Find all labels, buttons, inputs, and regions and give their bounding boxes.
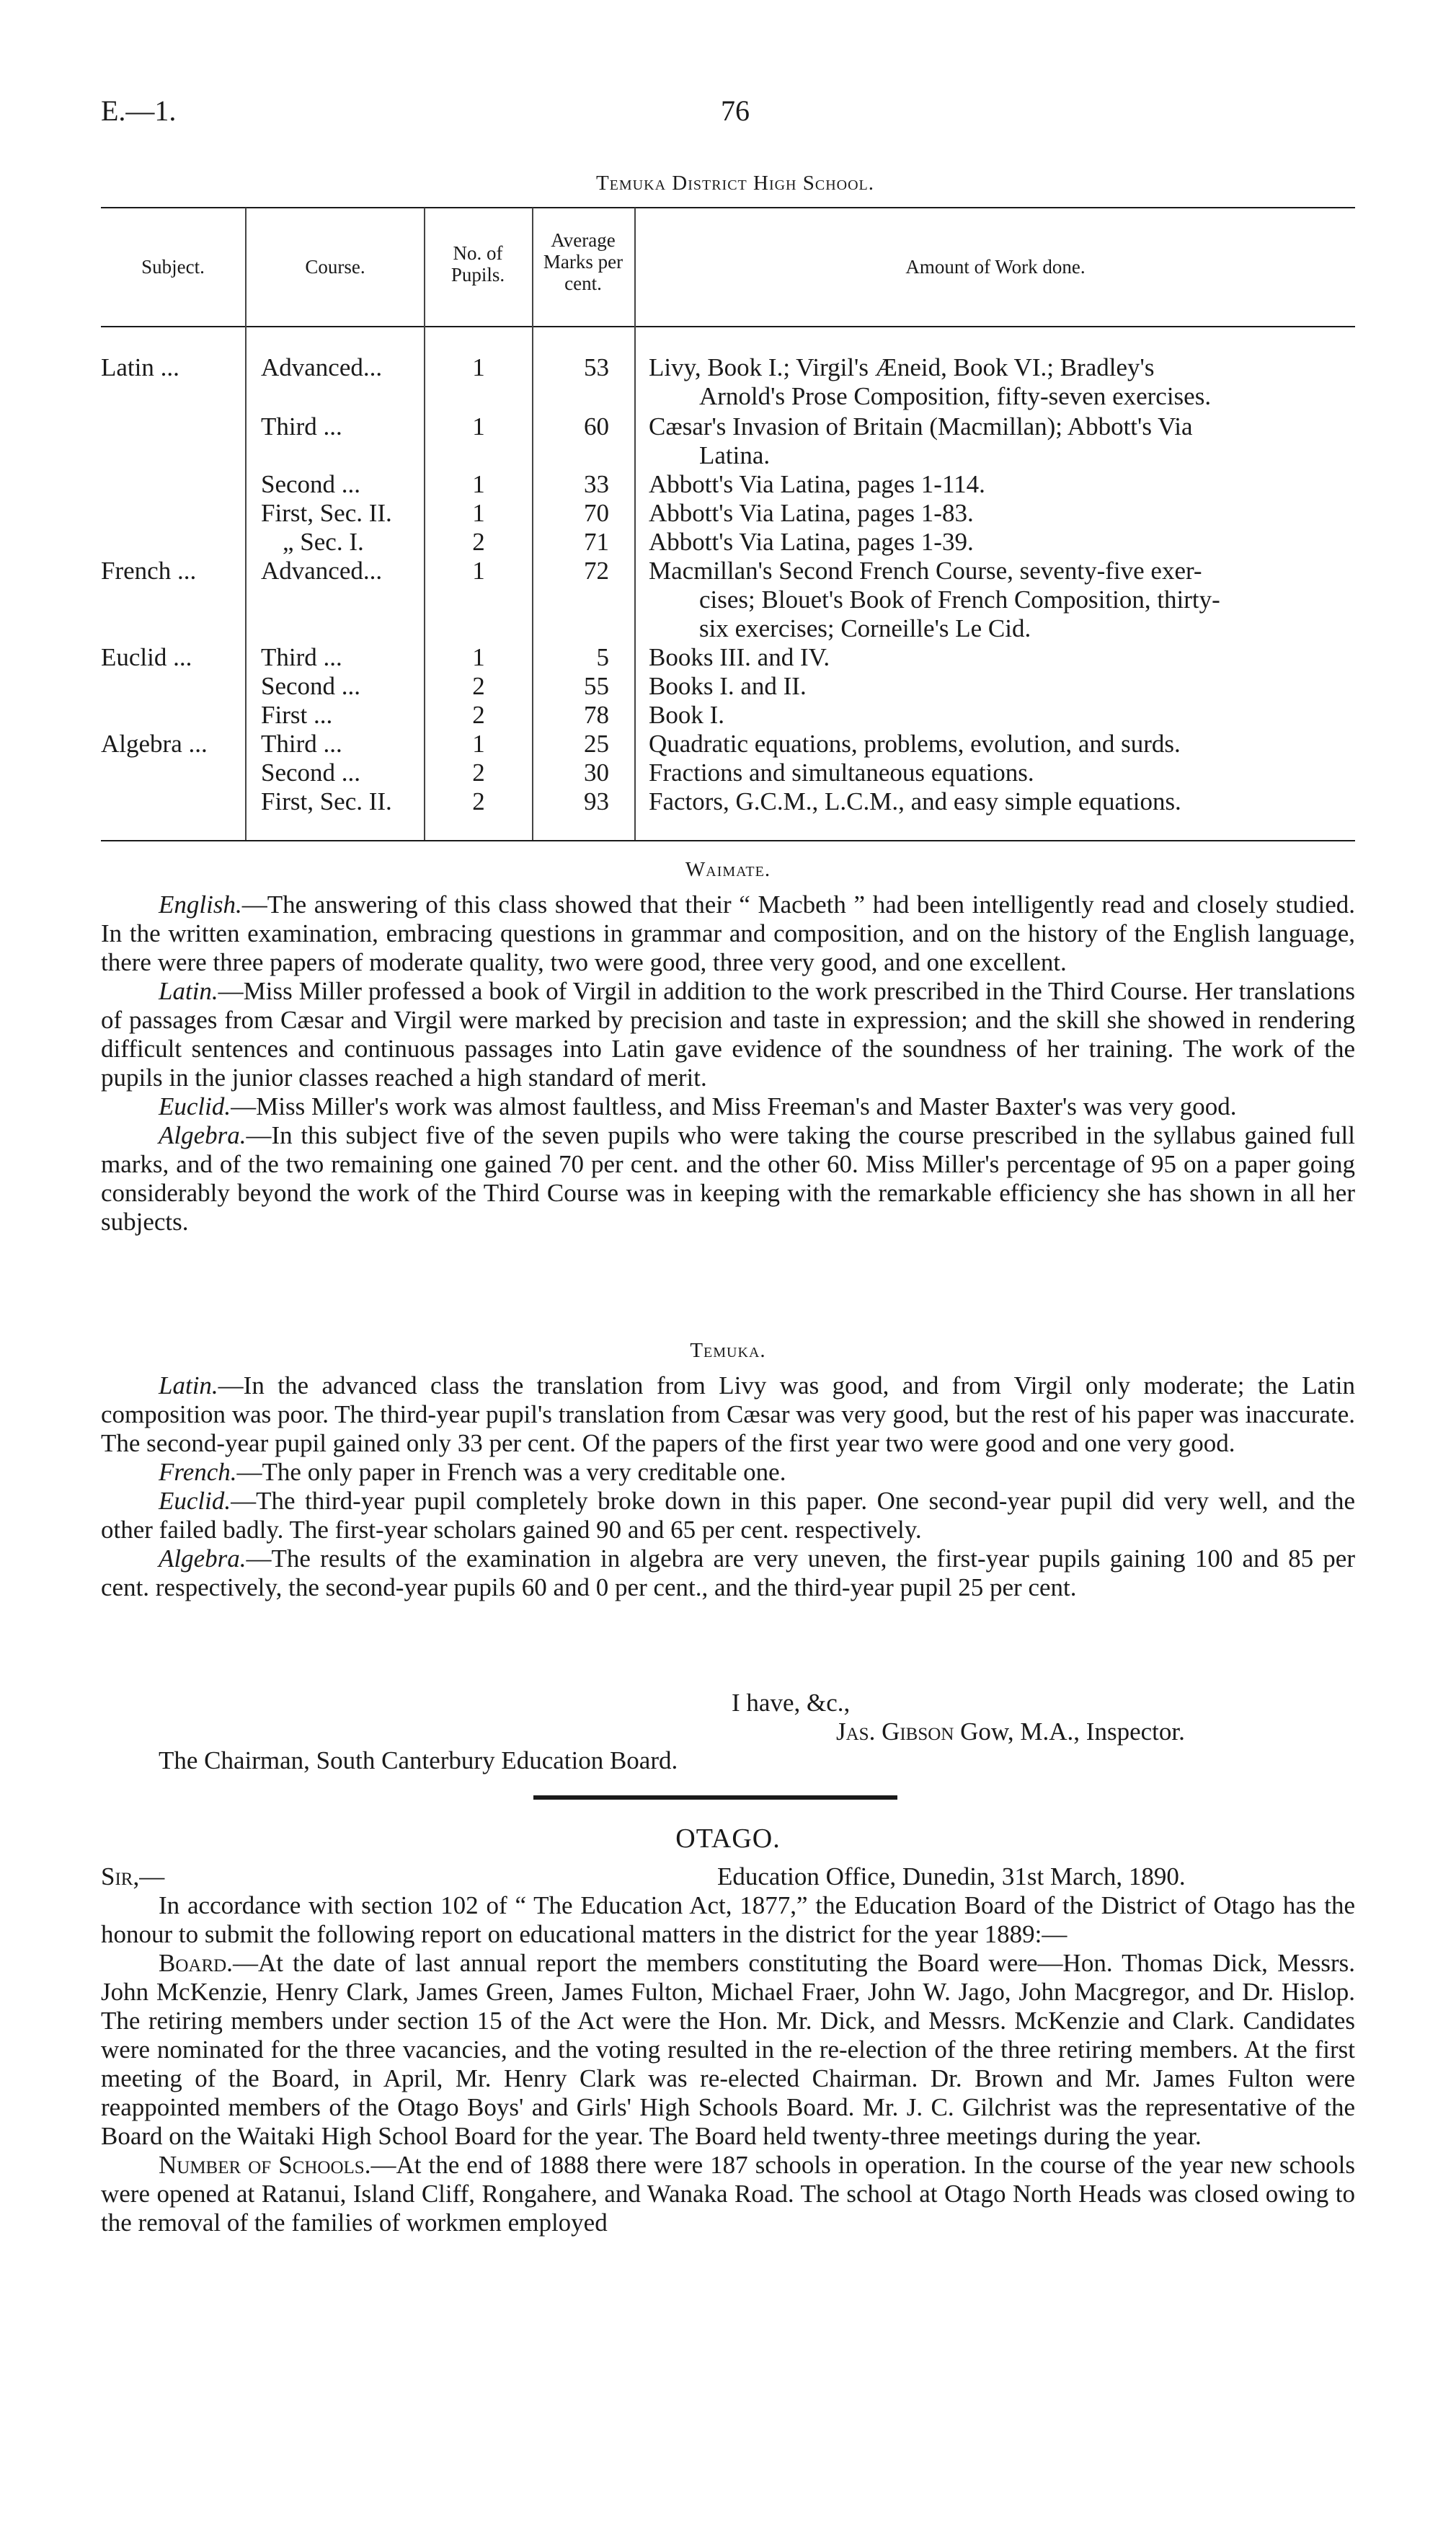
cell-marks: 55 <box>584 672 609 700</box>
work-line: Abbott's Via Latina, pages 1-39. <box>649 528 974 556</box>
cell-work <box>649 701 1315 730</box>
subject-label: Euclid. <box>159 1092 231 1120</box>
table-top-rule <box>101 207 1355 208</box>
cell-work <box>649 730 1315 759</box>
col-header-subject: Subject. <box>141 256 205 278</box>
paragraph-text: —In the advanced class the translation from Livy was good, and from Virgil only moderate; the Latin composition was poor. The third-year pupil's translation from Cæsar was very good, but the rest of his paper was inaccurate. The second-year pupil gained only 33 per cent. Of the papers of the first year two were good and one very good. <box>101 1371 1355 1457</box>
paragraph-text: —The answering of this class showed that their “ Macbeth ” had been intelligently read and closely studied. In the written examination, embracing questions in grammar and composition, and on the history of the English language, there were three papers of moderate quality, two were good, three very good, and one excellent. <box>101 890 1355 976</box>
closing: I have, &c., <box>732 1689 851 1717</box>
paragraph <box>101 1544 1355 1602</box>
cell-course: Second ... <box>261 759 361 787</box>
subject-label: Algebra. <box>159 1121 247 1149</box>
paragraph <box>101 2151 1355 2237</box>
work-line: Macmillan's Second French Course, seventy-five exer- <box>649 557 1202 585</box>
cell-work <box>649 787 1315 816</box>
paragraph-text: —At the end of 1888 there were 187 schools in operation. In the course of the year new schools were opened at Ratanui, Island Cliff, Rongahere, and Wanaka Road. The school at Otago North Heads was closed owing to the removal of the families of workmen employed <box>101 2151 1355 2237</box>
paragraph <box>101 1121 1355 1237</box>
section-label: Board. <box>159 1949 233 1977</box>
cell-subject: Latin ... <box>101 353 179 381</box>
cell-subject: Euclid ... <box>101 643 192 671</box>
salutation: Sir,— <box>101 1862 165 1891</box>
otago-body <box>101 1891 1355 2237</box>
col-header-pupils: No. of Pupils. <box>450 242 505 286</box>
paragraph <box>101 1487 1355 1544</box>
cell-pupils: 1 <box>472 643 485 671</box>
cell-pupils: 1 <box>472 353 485 381</box>
paragraph-text: —At the date of last annual report the members constituting the Board were—Hon. Thomas Dick, Messrs. John McKenzie, Henry Clark, James Green, James Fulton, Michael Fraer, John W. Jago, John Macgregor, and Dr. Hislop. The retiring members under section 15 of the Act were the Hon. Mr. Dick, and Messrs. McKenzie and Clark. Candidates were nominated for the three vacancies, and the voting resulted in the re-election of the three retiring members. At the first meeting of the Board, in April, Mr. Henry Clark was re-elected Chairman. Dr. Brown and Mr. James Fulton were reappointed members of the Otago Boys' and Girls' High Schools Board. Mr. J. C. Gilchrist was the representative of the Board on the Waitaki High School Board for the year. The Board held twenty-three meetings during the year. <box>101 1949 1355 2150</box>
work-line: six exercises; Corneille's Le Cid. <box>699 614 1031 642</box>
dateline: Education Office, Dunedin, 31st March, 1890. <box>717 1862 1186 1891</box>
work-line: Quadratic equations, problems, evolution, and surds. <box>649 730 1181 758</box>
cell-work <box>649 672 1315 701</box>
work-line: Arnold's Prose Composition, fifty-seven exercises. <box>699 382 1212 410</box>
cell-work <box>649 499 1315 528</box>
signature <box>836 1717 1185 1746</box>
cell-course: Second ... <box>261 470 361 498</box>
cell-marks: 5 <box>596 643 609 671</box>
signature-name: Jas. Gibson <box>836 1717 954 1746</box>
col-divider-1 <box>245 208 247 840</box>
cell-course: Second ... <box>261 672 361 700</box>
cell-marks: 33 <box>584 470 609 498</box>
cell-work <box>649 470 1315 499</box>
col-header-course: Course. <box>305 256 365 278</box>
work-line: Books III. and IV. <box>649 643 830 671</box>
paragraph-text: —Miss Miller's work was almost faultless, and Miss Freeman's and Master Baxter's was very good. <box>231 1092 1237 1120</box>
addressee: The Chairman, South Canterbury Education Board. <box>159 1746 678 1774</box>
paragraph-text: —Miss Miller professed a book of Virgil in addition to the work prescribed in the Third Course. Her translations of passages from Cæsar and Virgil were marked by precision and taste in expression; and the skill she showed in rendering difficult sentences and continuous passages into Latin gave evidence of the soundness of her training. The work of the pupils in the junior classes reached a high standard of merit. <box>101 977 1355 1092</box>
cell-marks: 60 <box>584 412 609 441</box>
paragraph <box>101 977 1355 1092</box>
cell-work <box>649 643 1315 672</box>
cell-work <box>649 353 1315 411</box>
col-divider-4 <box>634 208 636 840</box>
cell-pupils: 2 <box>472 701 485 729</box>
cell-marks: 71 <box>584 528 609 556</box>
paragraph-text: —The only paper in French was a very creditable one. <box>236 1458 786 1486</box>
section-label: Number of Schools. <box>159 2151 371 2179</box>
cell-work <box>649 412 1315 470</box>
cell-pupils: 2 <box>472 528 485 556</box>
paragraph <box>101 1949 1355 2151</box>
paragraph <box>101 1092 1355 1121</box>
paragraph <box>101 890 1355 977</box>
cell-subject: Algebra ... <box>101 730 208 758</box>
col-header-work: Amount of Work done. <box>905 256 1086 278</box>
cell-pupils: 1 <box>472 412 485 441</box>
cell-marks: 70 <box>584 499 609 527</box>
paragraph-text: In accordance with section 102 of “ The Education Act, 1877,” the Education Board of the District of Otago has the honour to submit the following report on educational matters in the district for the year 1889:— <box>101 1891 1355 1948</box>
temuka-body <box>101 1371 1355 1602</box>
cell-pupils: 2 <box>472 787 485 815</box>
cell-course: Third ... <box>261 730 342 758</box>
paragraph <box>101 1458 1355 1487</box>
cell-pupils: 2 <box>472 759 485 787</box>
signature-title: Gow, M.A., Inspector. <box>960 1717 1185 1746</box>
cell-marks: 93 <box>584 787 609 815</box>
section-title-otago: OTAGO. <box>675 1823 781 1854</box>
cell-pupils: 1 <box>472 499 485 527</box>
cell-course: Advanced... <box>261 353 383 381</box>
cell-work <box>649 759 1315 787</box>
subject-label: Euclid. <box>159 1487 231 1515</box>
cell-course: Third ... <box>261 643 342 671</box>
cell-marks: 25 <box>584 730 609 758</box>
work-line: Abbott's Via Latina, pages 1-114. <box>649 470 985 498</box>
paragraph <box>101 1371 1355 1458</box>
paragraph-text: —The third-year pupil completely broke down in this paper. One second-year pupil did very well, and the other failed badly. The first-year scholars gained 90 and 65 per cent. respectively. <box>101 1487 1355 1544</box>
table-title: Temuka District High School. <box>595 172 875 195</box>
work-line: cises; Blouet's Book of French Composition, thirty- <box>699 585 1220 614</box>
cell-pupils: 1 <box>472 470 485 498</box>
cell-marks: 78 <box>584 701 609 729</box>
page-header-left: E.—1. <box>101 94 177 127</box>
work-line: Book I. <box>649 701 724 729</box>
page-number: 76 <box>721 94 750 127</box>
work-line: Abbott's Via Latina, pages 1-83. <box>649 499 974 527</box>
cell-marks: 72 <box>584 557 609 585</box>
cell-work <box>649 528 1315 557</box>
cell-course: First ... <box>261 701 333 729</box>
work-line: Livy, Book I.; Virgil's Æneid, Book VI.; Bradley's <box>649 353 1155 381</box>
cell-course: First, Sec. II. <box>261 499 392 527</box>
work-line: Fractions and simultaneous equations. <box>649 759 1034 787</box>
work-line: Latina. <box>699 441 771 469</box>
section-title-waimate: Waimate. <box>685 858 771 881</box>
waimate-body <box>101 890 1355 1237</box>
cell-work <box>649 557 1315 643</box>
cell-marks: 53 <box>584 353 609 381</box>
cell-subject: French ... <box>101 557 197 585</box>
paragraph <box>101 1891 1355 1949</box>
cell-pupils: 2 <box>472 672 485 700</box>
col-header-marks: Average Marks per cent. <box>543 229 623 294</box>
work-line: Books I. and II. <box>649 672 807 700</box>
paragraph-text: —In this subject five of the seven pupils who were taking the course prescribed in the syllabus gained full marks, and of the two remaining one gained 70 per cent. and the other 60. Miss Miller's percentage of 95 on a paper going considerably beyond the work of the Third Course was in keeping with the remarkable efficiency she has shown in all her subjects. <box>101 1121 1355 1236</box>
work-line: Factors, G.C.M., L.C.M., and easy simple equations. <box>649 787 1181 815</box>
cell-course: Third ... <box>261 412 342 441</box>
cell-pupils: 1 <box>472 557 485 585</box>
paragraph-text: —The results of the examination in algebra are very uneven, the first-year pupils gaining 100 and 85 per cent. respectively, the second-year pupils 60 and 0 per cent., and the third-year pupil 25 per cent. <box>101 1544 1355 1601</box>
subject-label: Latin. <box>159 1371 218 1400</box>
work-line: Cæsar's Invasion of Britain (Macmillan); Abbott's Via <box>649 412 1193 441</box>
table-bottom-rule <box>101 840 1355 841</box>
section-separator <box>533 1795 897 1800</box>
cell-course: „ Sec. I. <box>283 528 364 556</box>
subject-label: English. <box>159 890 242 919</box>
cell-marks: 30 <box>584 759 609 787</box>
cell-course: Advanced... <box>261 557 383 585</box>
subject-label: Algebra. <box>159 1544 247 1573</box>
cell-pupils: 1 <box>472 730 485 758</box>
section-title-temuka: Temuka. <box>690 1339 766 1362</box>
subject-label: Latin. <box>159 977 218 1005</box>
table-header-rule <box>101 326 1355 327</box>
subject-label: French. <box>159 1458 237 1486</box>
cell-course: First, Sec. II. <box>261 787 392 815</box>
